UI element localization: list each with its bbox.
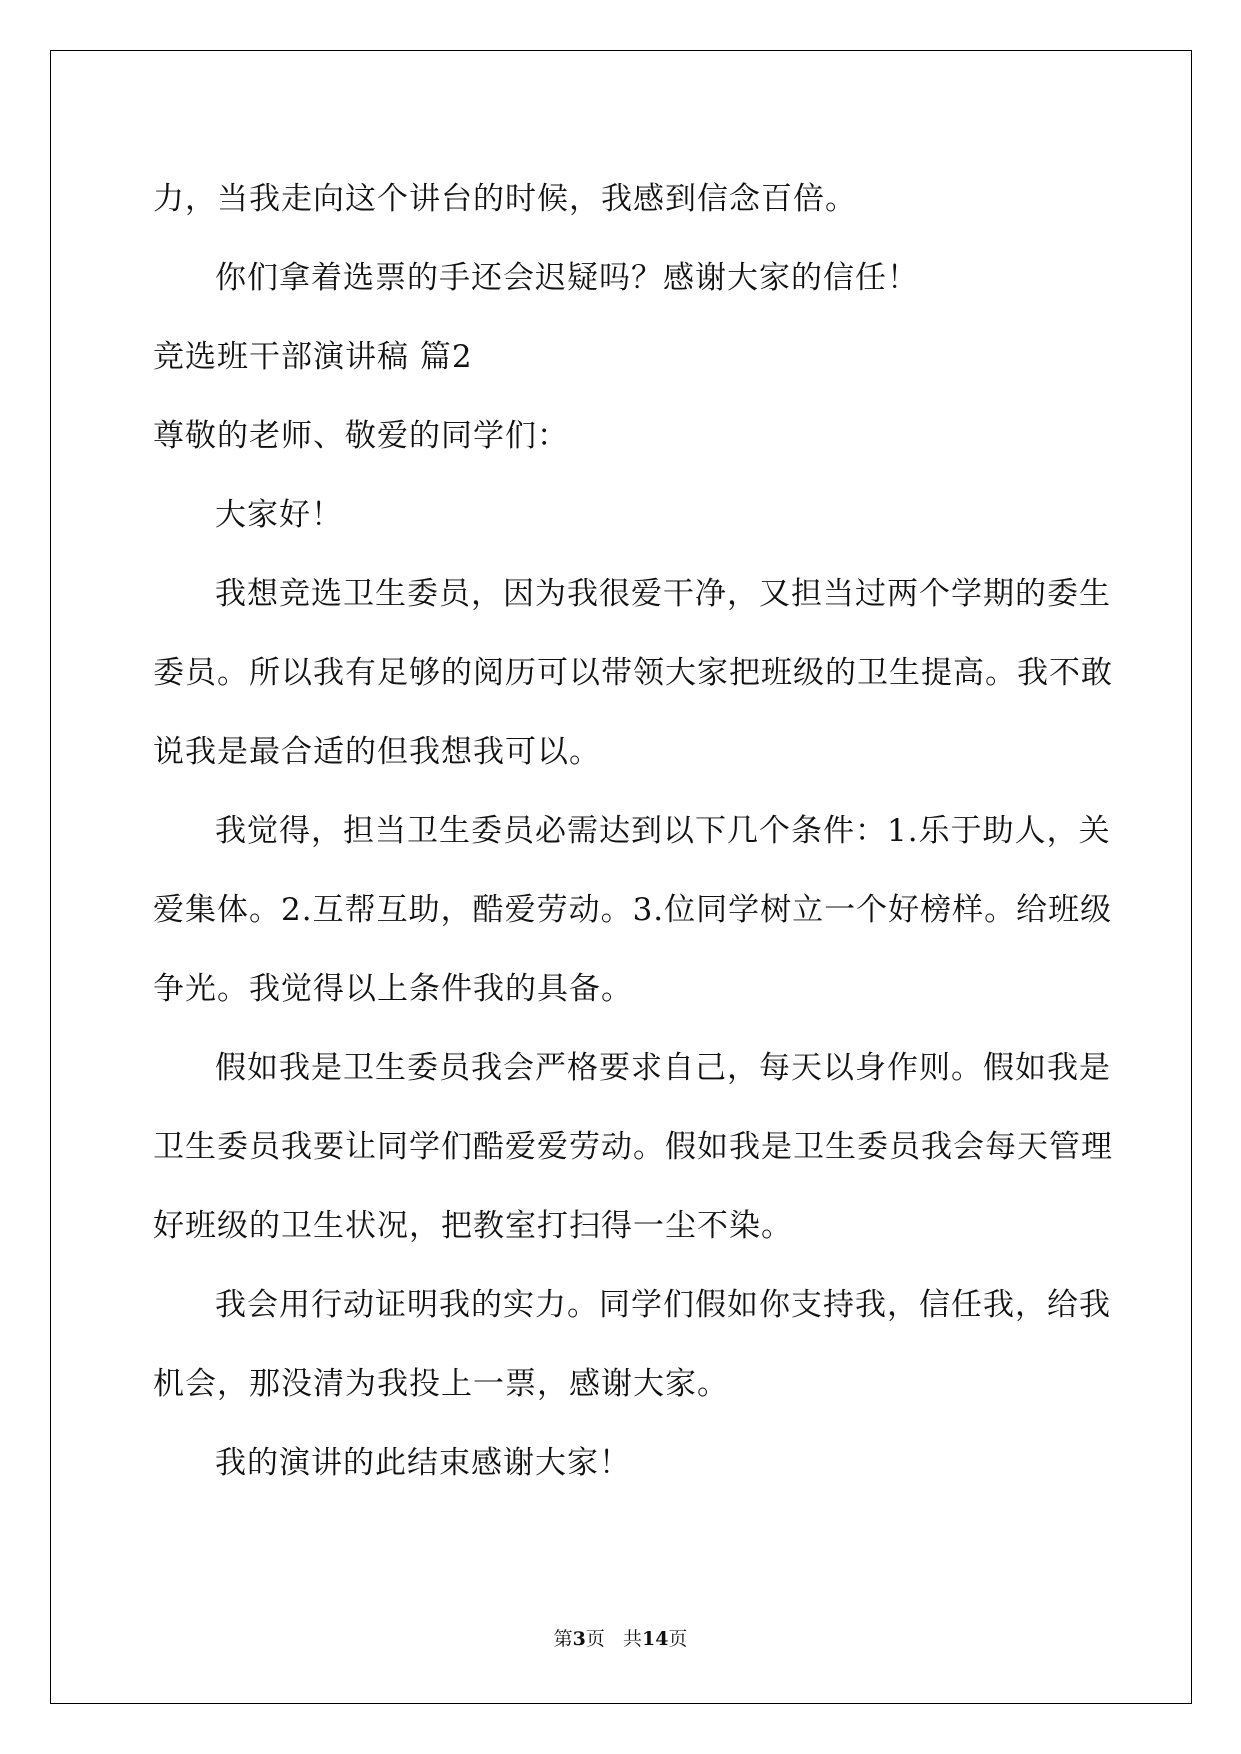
body-line: 力，当我走向这个讲台的时候，我感到信念百倍。	[153, 181, 857, 217]
salutation: 尊敬的老师、敬爱的同学们：	[153, 418, 569, 454]
section-heading: 竞选班干部演讲稿 篇2	[153, 339, 473, 375]
page-prefix: 第	[553, 1628, 573, 1650]
body-line: 好班级的卫生状况，把教室打扫得一尘不染。	[153, 1208, 793, 1244]
body-line: 假如我是卫生委员我会严格要求自己，每天以身作则。假如我是	[215, 1050, 1111, 1086]
body-line: 我觉得，担当卫生委员必需达到以下几个条件：1.乐于助人，关	[215, 813, 1111, 849]
body-line: 说我是最合适的但我想我可以。	[153, 734, 601, 770]
page-number: 3	[572, 1628, 586, 1650]
total-prefix: 共	[622, 1628, 642, 1650]
body-line: 爱集体。2.互帮互助，酷爱劳动。3.位同学树立一个好榜样。给班级	[153, 892, 1113, 928]
page-suffix: 页	[585, 1628, 605, 1650]
total-pages: 14	[641, 1628, 669, 1650]
body-line: 我会用行动证明我的实力。同学们假如你支持我，信任我，给我	[215, 1287, 1111, 1323]
document-body	[153, 160, 1113, 1503]
body-line: 你们拿着选票的手还会迟疑吗？感谢大家的信任！	[215, 260, 919, 296]
closing-line: 我的演讲的此结束感谢大家！	[215, 1445, 631, 1481]
body-line: 委员。所以我有足够的阅历可以带领大家把班级的卫生提高。我不敢	[153, 655, 1113, 691]
body-line: 我想竞选卫生委员，因为我很爱干净，又担当过两个学期的委生	[215, 576, 1111, 612]
body-line: 卫生委员我要让同学们酷爱爱劳动。假如我是卫生委员我会每天管理	[153, 1129, 1113, 1165]
page-footer	[0, 1624, 1241, 1651]
body-line: 机会，那没清为我投上一票，感谢大家。	[153, 1366, 729, 1402]
body-line: 争光。我觉得以上条件我的具备。	[153, 971, 633, 1007]
total-suffix: 页	[668, 1628, 688, 1650]
greeting: 大家好！	[215, 497, 343, 533]
